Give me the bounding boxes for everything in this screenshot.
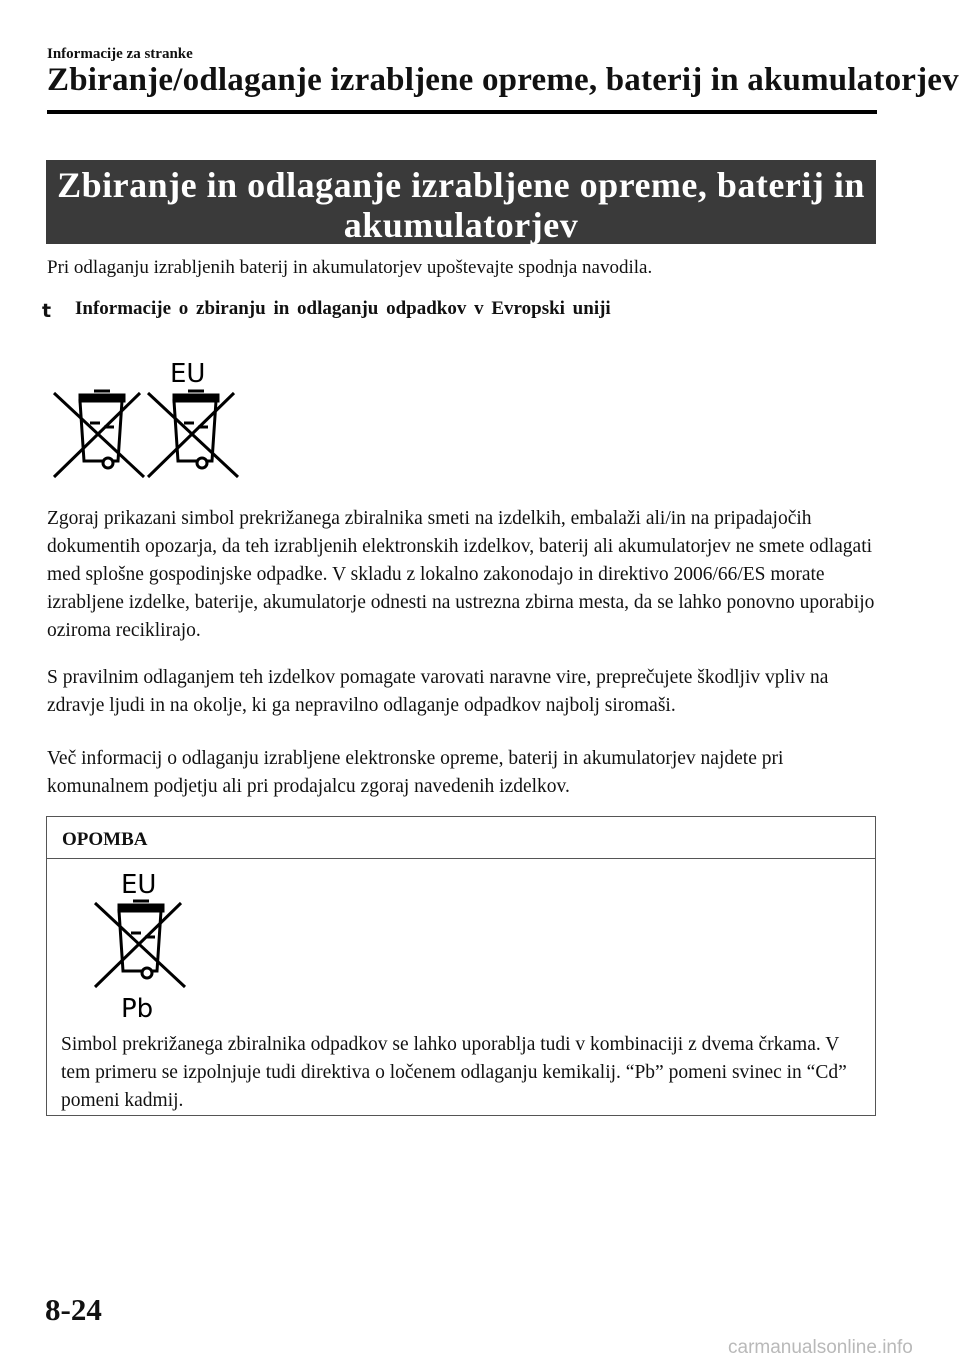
paragraph-3: Več informacij o odlaganju izrabljene elektronske opreme, baterij in akumulatorjev najdete pri komunalnem podjetju ali pri prodajalcu zgoraj navedenih izdelkov.	[47, 748, 784, 797]
section-heading: Informacije o zbiranju in odlaganju odpadkov v Evropski uniji	[75, 298, 611, 319]
crossed-bin-icon	[95, 901, 185, 987]
note-heading: OPOMBA	[47, 817, 875, 859]
note-eu-label: EU	[121, 870, 157, 900]
intro-text: Pri odlaganju izrabljenih baterij in akumulatorjev upoštevajte spodnja navodila.	[47, 257, 653, 278]
paragraph-2: S pravilnim odlaganjem teh izdelkov pomagate varovati naravne vire, preprečujete škodljiv vpliv na zdravje ljudi in na okolje, ki ga nepravilno odlaganje odpadkov najbolj siromaši.	[47, 667, 829, 716]
eu-label: EU	[170, 359, 206, 389]
note-pb-label: Pb	[121, 994, 154, 1024]
crossed-bin-icon	[54, 391, 144, 477]
banner-line-1: Zbiranje in odlaganje izrabljene opreme, baterij in	[57, 165, 865, 205]
page-title: Zbiranje/odlaganje izrabljene opreme, baterij in akumulatorjev	[47, 62, 959, 98]
section-banner	[46, 160, 876, 244]
watermark: carmanualsonline.info	[728, 1337, 913, 1358]
paragraph-1: Zgoraj prikazani simbol prekrižanega zbiralnika smeti na izdelkih, embalaži ali/in na pripadajočih dokumentih opozarja, da teh izrabljenih elektronskih izdelkov, baterij ali akumulatorjev ne smete odlagati med splošne gospodinjske odpadke. V skladu z lokalno zakonodajo in direktivo 2006/66/ES morate izrabljene izdelke, baterije, akumulatorje odnesti na ustrezna zbirna mesta, da se lahko ponovno uporabijo oziroma reciklirajo.	[47, 508, 875, 641]
crossed-bin-icon	[148, 391, 238, 477]
chapter-label: Informacije za stranke	[47, 46, 193, 62]
note-text: Simbol prekrižanega zbiralnika odpadkov se lahko uporablja tudi v kombinaciji z dvema črkama. V tem primeru se izpolnjuje tudi direktiva o ločenem odlaganju kemikalij. “Pb” pomeni svinec in “Cd” pomeni kadmij.	[61, 1034, 847, 1111]
title-underline	[47, 110, 877, 114]
crossed-bin-symbols	[40, 355, 250, 485]
bullet-icon: t	[42, 300, 52, 322]
note-box	[46, 816, 876, 1116]
page-number: 8-24	[45, 1292, 102, 1327]
banner-line-2: akumulatorjev	[343, 205, 579, 245]
crossed-bin-pb-symbol	[91, 867, 211, 1027]
